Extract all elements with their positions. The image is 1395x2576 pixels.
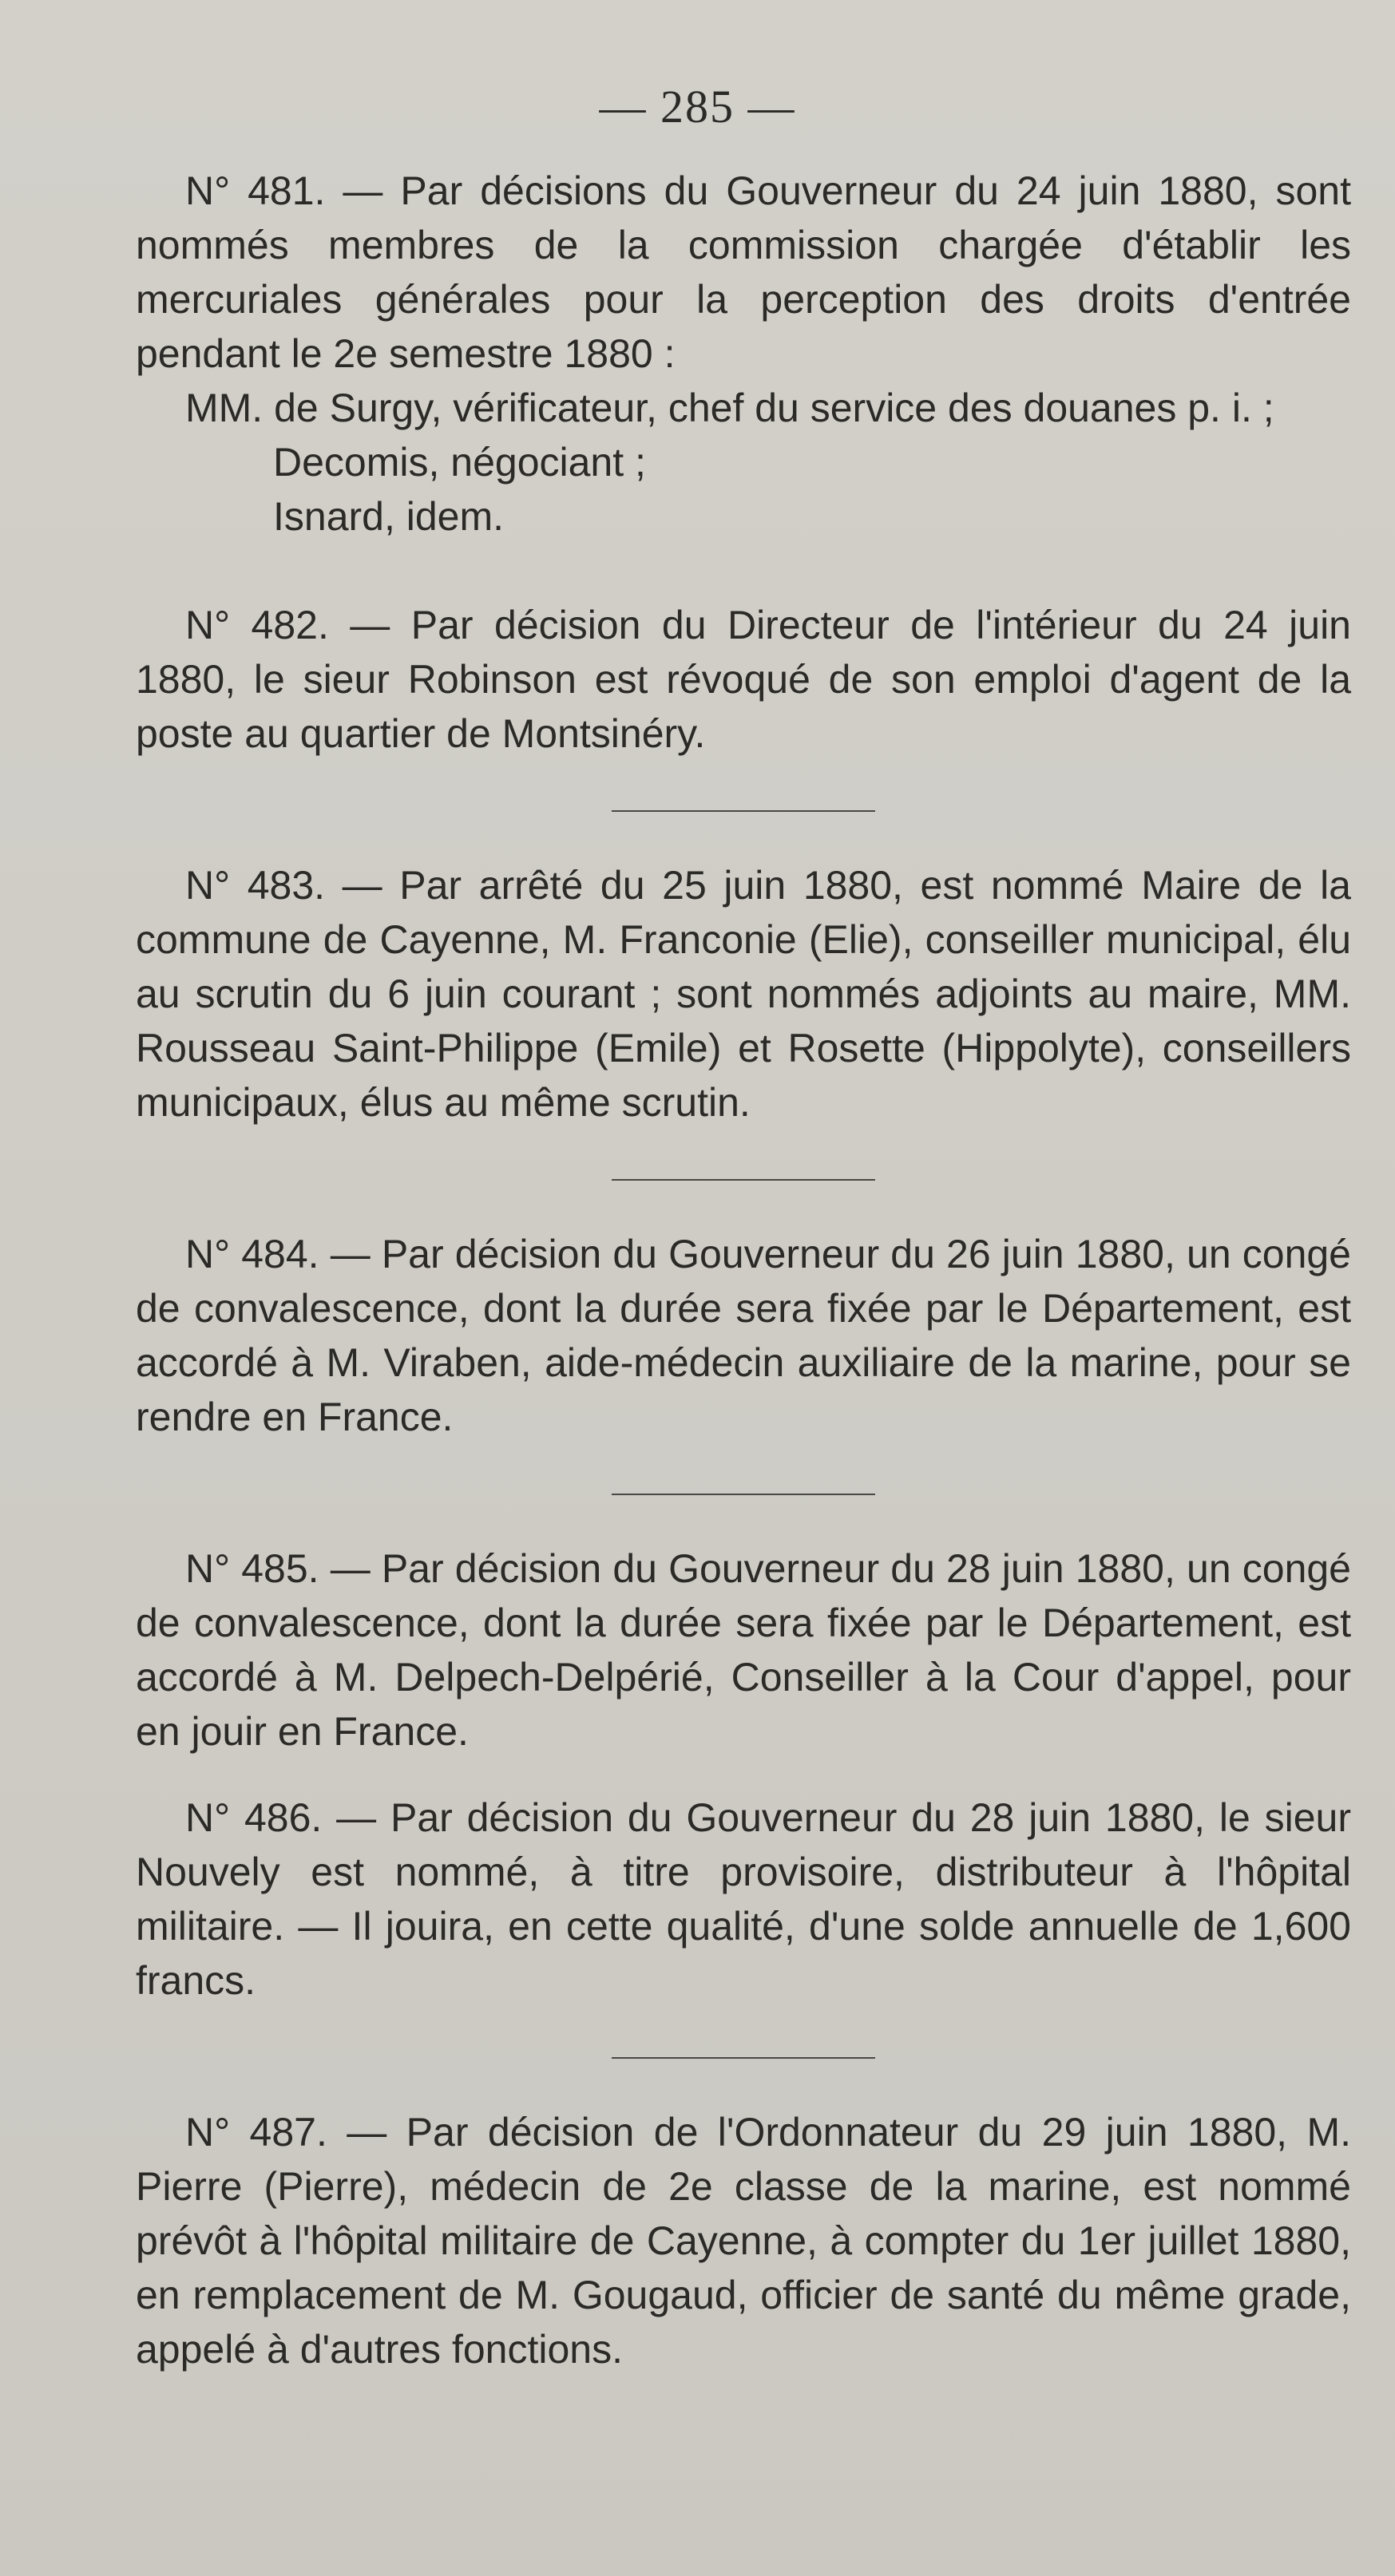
separator-rule	[612, 2057, 875, 2059]
separator-rule	[612, 810, 875, 812]
document-body	[136, 164, 1351, 2376]
entry-text: N° 487. — Par décision de l'Ordonnateur du 29 juin 1880, M. Pierre (Pierre), médecin de 2e classe de la marine, est nommé prévôt à l'hôpital militaire de Cayenne, à compter du 1er juillet 1880, en remplacement de M. Gougaud, officier de santé du même grade, appelé à d'autres fonctions.	[136, 2110, 1351, 2372]
list-item: Isnard, idem.	[273, 494, 505, 539]
list-item: Decomis, négociant ;	[273, 440, 646, 485]
spacer	[136, 544, 1351, 598]
entry-482	[136, 598, 1351, 761]
entry-485	[136, 1541, 1351, 1759]
entry-text: N° 485. — Par décision du Gouverneur du 28 juin 1880, un congé de convalescence, dont la durée sera fixée par le Département, est accordé à M. Delpech-Delpérié, Conseiller à la Cour d'appel, pour en jouir en France.	[136, 1546, 1351, 1754]
entry-text: N° 484. — Par décision du Gouverneur du 26 juin 1880, un congé de convalescence, dont la durée sera fixée par le Département, est accordé à M. Viraben, aide-médecin auxiliaire de la marine, pour se rendre en France.	[136, 1232, 1351, 1439]
entry-486	[136, 1791, 1351, 2008]
list-item: MM. de Surgy, vérificateur, chef du service des douanes p. i. ;	[185, 386, 1274, 430]
spacer	[136, 1759, 1351, 1791]
page-number: — 285 —	[599, 81, 796, 133]
entry-text: N° 481. — Par décisions du Gouverneur du 24 juin 1880, sont nommés membres de la commission chargée d'établir les mercuriales générales pour la perception des droits d'entrée pendant le 2e semestre 1880 :	[136, 168, 1351, 376]
separator-rule	[612, 1179, 875, 1181]
entry-text: N° 482. — Par décision du Directeur de l'intérieur du 24 juin 1880, le sieur Robinson est révoqué de son emploi d'agent de la poste au quartier de Montsinéry.	[136, 603, 1351, 756]
separator-rule	[612, 1494, 875, 1495]
entry-text: N° 483. — Par arrêté du 25 juin 1880, est nommé Maire de la commune de Cayenne, M. Franconie (Elie), conseiller municipal, élu au scrutin du 6 juin courant ; sont nommés adjoints au maire, MM. Rousseau Saint-Philippe (Emile) et Rosette (Hippolyte), conseillers municipaux, élus au même scrutin.	[136, 863, 1351, 1125]
entry-484	[136, 1227, 1351, 1444]
entry-481	[136, 164, 1351, 544]
entry-487	[136, 2105, 1351, 2376]
entry-483	[136, 858, 1351, 1130]
entry-text: N° 486. — Par décision du Gouverneur du 28 juin 1880, le sieur Nouvely est nommé, à titre provisoire, distributeur à l'hôpital militaire. — Il jouira, en cette qualité, d'une solde annuelle de 1,600 francs.	[136, 1795, 1351, 2003]
